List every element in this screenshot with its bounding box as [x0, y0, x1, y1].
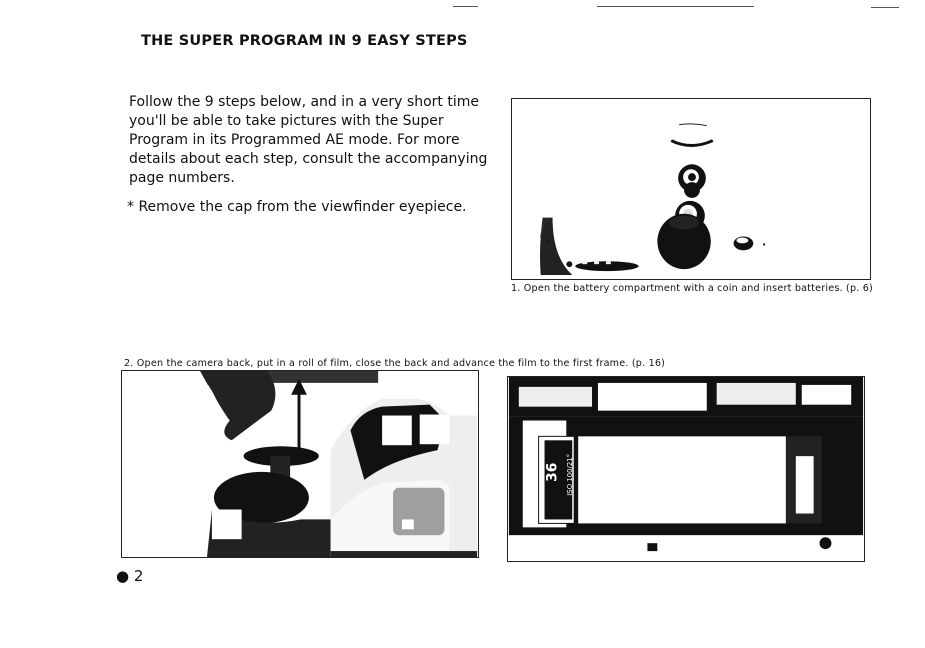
page-title: THE SUPER PROGRAM IN 9 EASY STEPS [141, 33, 468, 49]
film-loading-photo [121, 370, 479, 558]
film-count-label: 36 [544, 462, 561, 482]
film-cartridge-photo [507, 376, 865, 562]
scan-edge-line [871, 7, 899, 8]
battery-photo [511, 98, 871, 280]
intro-paragraph: Follow the 9 steps below, and in a very short time you'll be able to take pictures with the Super Program in its Programmed AE mode. For more details about each step, consult the accompanying page numbers. [129, 94, 488, 186]
step-2-caption: 2. Open the camera back, put in a roll of film, close the back and advance the film to the first frame. (p. 16) [124, 358, 666, 369]
film-loading-illustration [122, 371, 478, 557]
step-1-caption: 1. Open the battery compartment with a coin and insert batteries. (p. 6) [511, 283, 873, 294]
film-iso-label: ISO 100/21° [566, 453, 575, 496]
scan-edge-line [453, 6, 478, 7]
film-cartridge-illustration [508, 377, 864, 561]
scan-edge-line [597, 6, 754, 7]
battery-illustration [512, 99, 870, 279]
page-number: ● 2 [116, 567, 144, 585]
eyepiece-note: * Remove the cap from the viewfinder eyepiece. [127, 199, 467, 215]
